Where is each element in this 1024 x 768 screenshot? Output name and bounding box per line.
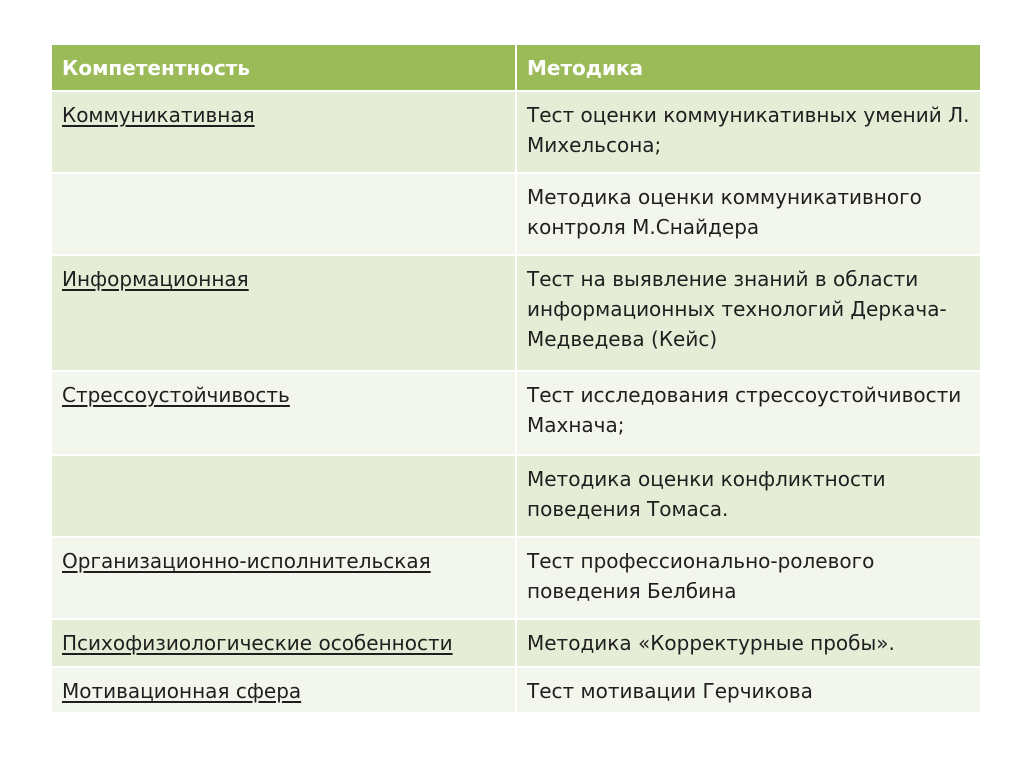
competency-link[interactable]: Стрессоустойчивость <box>62 383 290 407</box>
competency-cell <box>52 173 516 255</box>
table-row <box>52 173 980 255</box>
competency-link[interactable]: Организационно-исполнительская <box>62 549 431 573</box>
table-row <box>52 371 980 455</box>
competency-link[interactable]: Психофизиологические особенности <box>62 631 453 655</box>
method-cell: Тест оценки коммуникативных умений Л. Михельсона; <box>516 91 980 173</box>
table-row <box>52 455 980 537</box>
method-cell: Тест на выявление знаний в области информационных технологий Деркача-Медведева (Кейс) <box>516 255 980 371</box>
header-method: Методика <box>516 45 980 91</box>
competency-cell <box>52 667 516 713</box>
competency-link[interactable]: Коммуникативная <box>62 103 255 127</box>
competency-cell <box>52 537 516 619</box>
competency-cell <box>52 455 516 537</box>
competency-method-table <box>52 45 980 714</box>
table-row <box>52 537 980 619</box>
table-header-row <box>52 45 980 91</box>
method-cell: Методика оценки конфликтности поведения Томаса. <box>516 455 980 537</box>
header-competency: Компетентность <box>52 45 516 91</box>
method-cell: Методика «Корректурные пробы». <box>516 619 980 667</box>
method-cell: Тест профессионально-ролевого поведения Белбина <box>516 537 980 619</box>
method-cell: Тест исследования стрессоустойчивости Махнача; <box>516 371 980 455</box>
table-row <box>52 255 980 371</box>
table-row <box>52 667 980 713</box>
competency-cell <box>52 371 516 455</box>
competency-link[interactable]: Мотивационная сфера <box>62 679 302 703</box>
method-cell: Методика оценки коммуникативного контроля М.Снайдера <box>516 173 980 255</box>
competency-cell <box>52 91 516 173</box>
competency-link[interactable]: Информационная <box>62 267 249 291</box>
table-row <box>52 619 980 667</box>
competency-cell <box>52 255 516 371</box>
method-cell: Тест мотивации Герчикова <box>516 667 980 713</box>
competency-cell <box>52 619 516 667</box>
table-row <box>52 91 980 173</box>
